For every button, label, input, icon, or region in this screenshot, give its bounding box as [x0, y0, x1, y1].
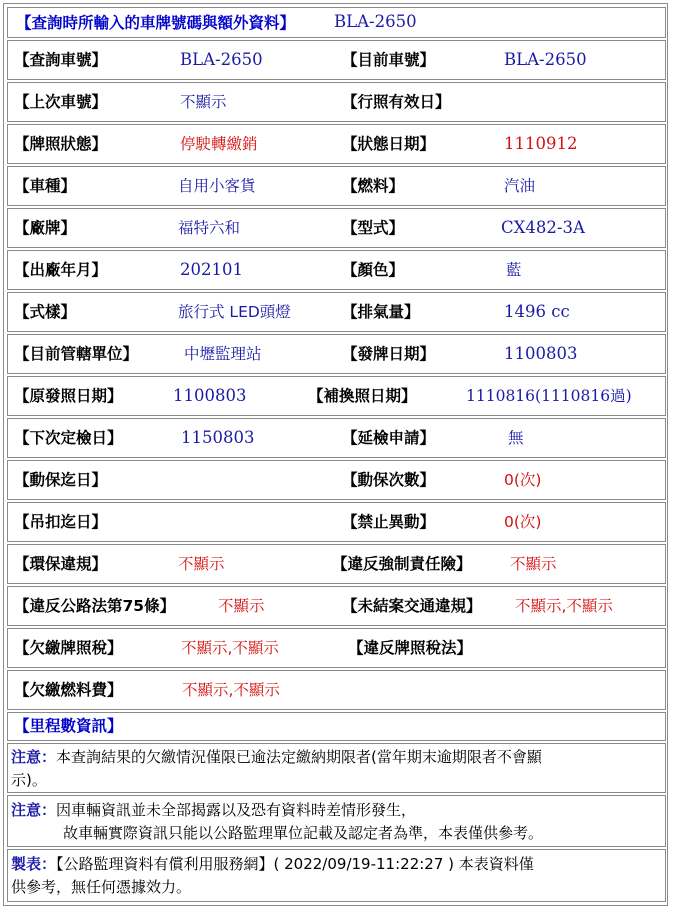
- label-unpaid-license-tax: 【欠繳牌照稅】: [14, 639, 123, 657]
- label-manufacture-date: 【出廠年月】: [14, 261, 108, 279]
- value-previous-plate: 不顯示: [180, 93, 227, 111]
- label-next-inspection: 【下次定檢日】: [14, 429, 123, 447]
- note-1-line2: 示)。: [11, 771, 47, 789]
- note-2: [11, 799, 661, 845]
- table-row: [7, 586, 666, 626]
- value-status-date: 1110912: [504, 134, 578, 153]
- table-row: [7, 376, 666, 416]
- value-vehicle-type: 自用小客貨: [178, 177, 256, 195]
- table-row: [7, 250, 666, 290]
- value-next-inspection: 1150803: [181, 428, 255, 447]
- label-chattel-count: 【動保次數】: [342, 471, 436, 489]
- label-plate-status: 【牌照狀態】: [14, 135, 108, 153]
- note-row: [7, 795, 666, 847]
- table-row: [7, 670, 666, 710]
- label-suspension-end-date: 【吊扣迄日】: [14, 513, 108, 531]
- footer-line1: 【公路監理資料有償利用服務網】( 2022/09/19-11:22:27 ) 本表資料僅: [56, 855, 534, 873]
- value-reissue-date: 1110816(1110816過): [466, 387, 632, 405]
- value-highway-act-75: 不顯示: [218, 597, 265, 615]
- value-original-issue-date: 1100803: [173, 386, 247, 405]
- value-brand: 福特六和: [178, 219, 241, 237]
- note-2-line2: 故車輛實際資訊只能以公路監理單位記載及認定者為準，本表僅供參考。: [63, 824, 544, 842]
- value-plate-issue-date: 1100803: [504, 344, 578, 363]
- value-style: 旅行式 LED頭燈: [178, 303, 291, 321]
- label-fuel: 【燃料】: [342, 177, 405, 195]
- value-color: 藍: [506, 261, 522, 279]
- table-row: [7, 82, 666, 122]
- value-open-traffic-violations: 不顯示,不顯示: [515, 597, 613, 615]
- value-chattel-count: 0(次): [504, 471, 542, 489]
- value-model: CX482-3A: [501, 218, 585, 237]
- label-reissue-date: 【補換照日期】: [308, 387, 417, 405]
- label-displacement: 【排氣量】: [342, 303, 420, 321]
- note-1-label: 注意：: [11, 748, 57, 766]
- value-current-plate: BLA-2650: [504, 50, 587, 69]
- label-query-plate: 【查詢車號】: [14, 51, 108, 69]
- table-row: [7, 124, 666, 164]
- label-license-tax-violation: 【違反牌照稅法】: [348, 639, 473, 657]
- value-inspection-extension: 無: [508, 429, 524, 447]
- label-open-traffic-violations: 【未結案交通違規】: [342, 597, 482, 615]
- note-2-line1: 因車輛資訊並未全部揭露以及恐有資料時差情形發生，: [56, 801, 417, 819]
- label-inspection-extension: 【延檢申請】: [342, 429, 436, 447]
- table-row: [7, 418, 666, 458]
- table-row: [7, 292, 666, 332]
- table-row: [7, 166, 666, 206]
- label-insurance-violation: 【違反強制責任險】: [332, 555, 472, 573]
- label-status-date: 【狀態日期】: [342, 135, 436, 153]
- table-row: [7, 40, 666, 80]
- note-row: [7, 743, 666, 793]
- note-1: [11, 746, 661, 792]
- table-row: [7, 544, 666, 584]
- label-current-plate: 【目前車號】: [342, 51, 436, 69]
- label-unpaid-fuel-fee: 【欠繳燃料費】: [14, 681, 123, 699]
- label-highway-act-75: 【違反公路法第75條】: [14, 597, 176, 615]
- label-previous-plate: 【上次車號】: [14, 93, 108, 111]
- value-unpaid-fuel-fee: 不顯示,不顯示: [182, 681, 280, 699]
- value-query-plate: BLA-2650: [180, 50, 263, 69]
- value-jurisdiction: 中壢監理站: [184, 345, 262, 363]
- footer-row: [7, 849, 666, 902]
- label-chattel-end-date: 【動保迄日】: [14, 471, 108, 489]
- label-plate-issue-date: 【發牌日期】: [342, 345, 436, 363]
- mileage-title: 【里程數資訊】: [14, 717, 123, 735]
- table-row: [7, 460, 666, 500]
- value-unpaid-license-tax: 不顯示,不顯示: [181, 639, 279, 657]
- value-plate-status: 停駛轉繳銷: [180, 135, 258, 153]
- label-color: 【顏色】: [342, 261, 405, 279]
- label-jurisdiction: 【目前管轄單位】: [14, 345, 139, 363]
- table-row: [7, 628, 666, 668]
- label-vehicle-type: 【車種】: [14, 177, 77, 195]
- header-title: 【查詢時所輸入的車牌號碼與額外資料】: [16, 14, 296, 32]
- mileage-row: [7, 712, 666, 741]
- label-original-issue-date: 【原發照日期】: [14, 387, 123, 405]
- label-style: 【式樣】: [14, 303, 77, 321]
- table-row: [7, 208, 666, 248]
- table-row: [7, 502, 666, 542]
- value-fuel: 汽油: [504, 177, 536, 195]
- label-transfer-ban: 【禁止異動】: [342, 513, 436, 531]
- label-environmental-violation: 【環保違規】: [14, 555, 108, 573]
- note-1-line1: 本查詢結果的欠繳情況僅限已逾法定繳納期限者(當年期末逾期限者不會顯: [56, 748, 542, 766]
- value-insurance-violation: 不顯示: [510, 555, 557, 573]
- value-environmental-violation: 不顯示: [178, 555, 225, 573]
- value-transfer-ban: 0(次): [504, 513, 542, 531]
- note-2-label: 注意：: [11, 801, 57, 819]
- label-license-valid-date: 【行照有效日】: [342, 93, 451, 111]
- label-brand: 【廠牌】: [14, 219, 77, 237]
- footer-note: [11, 853, 661, 899]
- label-model: 【型式】: [342, 219, 405, 237]
- value-displacement: 1496 cc: [504, 302, 570, 321]
- value-manufacture-date: 202101: [180, 260, 243, 279]
- footer-line2: 供參考，無任何憑據效力。: [11, 878, 192, 896]
- footer-label: 製表：: [11, 855, 57, 873]
- header-plate: BLA-2650: [334, 12, 417, 31]
- table-row: [7, 334, 666, 374]
- header-row: [7, 7, 666, 38]
